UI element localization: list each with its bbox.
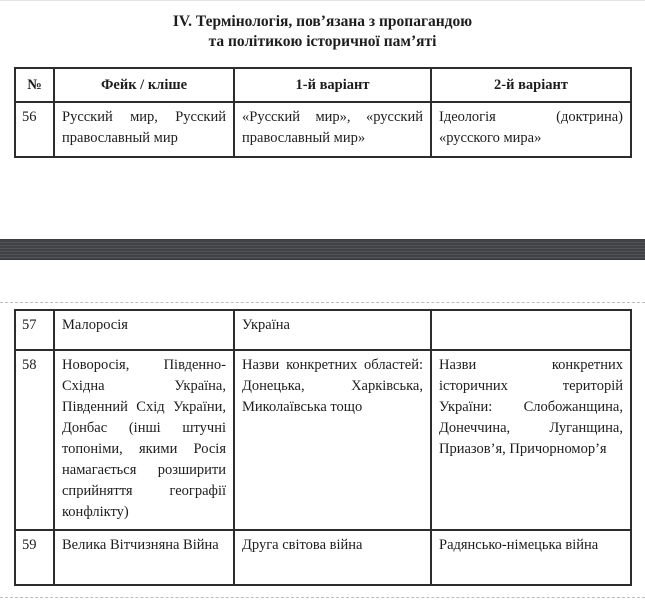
table-row-58 [15, 350, 631, 530]
cell-row-number: 57 [15, 310, 54, 350]
cell-variant-1: Україна [234, 310, 431, 350]
terminology-table-bottom [14, 309, 632, 586]
section-title-line2: та політикою історичної пам’яті [208, 32, 437, 50]
screenshot-edge-line [0, 0, 645, 1]
table-row-59 [15, 530, 631, 585]
table-row-57 [15, 310, 631, 350]
cell-variant-1: «Русский мир», «русский православный мир» [234, 102, 431, 157]
table-header-row [15, 68, 631, 102]
cell-variant-1: Друга світова війна [234, 530, 431, 585]
cell-row-number: 58 [15, 350, 54, 530]
section-title [0, 12, 645, 51]
cell-variant-2: Назви конкретних історичних територій України: Слобожанщина, Донеччина, Луганщина, Приазов’я, Причорномор’я [431, 350, 631, 530]
page-divider-bar [0, 239, 645, 260]
section-title-line1: IV. Термінологія, пов’язана з пропагандою [172, 13, 473, 30]
terminology-table-top [14, 67, 632, 158]
column-header-num: № [15, 68, 54, 102]
cell-variant-2 [431, 310, 631, 350]
cell-fake-cliche: Малоросія [54, 310, 234, 350]
cell-fake-cliche: Русский мир, Русский православный мир [54, 102, 234, 157]
column-header-fake: Фейк / кліше [54, 68, 234, 102]
column-header-variant1: 1-й варіант [234, 68, 431, 102]
table-row-56 [15, 102, 631, 157]
screenshot-crop-line-bottom [0, 597, 645, 598]
cell-fake-cliche: Новоросія, Південно-Східна Україна, Південний Схід України, Донбас (інші штучні топоніми, якими Росія намагається розширити сприйняття географії конфлікту) [54, 350, 234, 530]
cell-row-number: 59 [15, 530, 54, 585]
cell-variant-2: Радянсько-німецька війна [431, 530, 631, 585]
cell-variant-1: Назви конкретних областей: Донецька, Харківська, Миколаївська тощо [234, 350, 431, 530]
screenshot-crop-line-top [0, 302, 645, 303]
cell-variant-2: Ідеологія (доктрина) «русского мира» [431, 102, 631, 157]
cell-fake-cliche: Велика Вітчизняна Війна [54, 530, 234, 585]
column-header-variant2: 2-й варіант [431, 68, 631, 102]
cell-row-number: 56 [15, 102, 54, 157]
